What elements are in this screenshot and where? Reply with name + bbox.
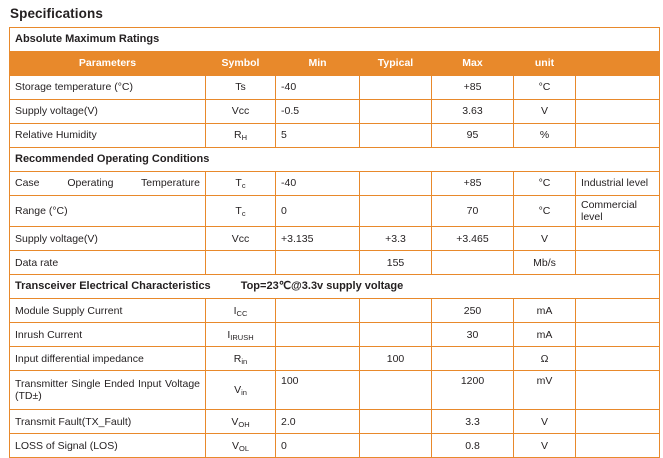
column-header-min: Min xyxy=(276,52,360,76)
cell-typical: 155 xyxy=(360,251,432,275)
cell-min: -40 xyxy=(276,172,360,196)
cell-min: +3.135 xyxy=(276,227,360,251)
section-title: Recommended Operating Conditions xyxy=(10,148,660,172)
cell-typical xyxy=(360,196,432,227)
table-row xyxy=(10,347,660,371)
cell-max: 0.8 xyxy=(432,434,514,458)
cell-min xyxy=(276,347,360,371)
cell-symbol: Vcc xyxy=(206,227,276,251)
cell-unit: V xyxy=(514,434,576,458)
cell-note xyxy=(576,100,660,124)
cell-note xyxy=(576,410,660,434)
cell-symbol: $V_{OH}$ xyxy=(206,410,276,434)
cell-note: Commercial level xyxy=(576,196,660,227)
section-note: Top=23℃@3.3v supply voltage xyxy=(240,280,404,293)
cell-unit: Ω xyxy=(514,347,576,371)
cell-symbol: $V_{OL}$ xyxy=(206,434,276,458)
cell-unit: V xyxy=(514,227,576,251)
cell-min: 0 xyxy=(276,196,360,227)
cell-min: 5 xyxy=(276,124,360,148)
cell-max: +85 xyxy=(432,172,514,196)
table-row xyxy=(10,76,660,100)
cell-parameter: Storage temperature (°C) xyxy=(10,76,206,100)
page-title: Specifications xyxy=(10,6,103,21)
table-row xyxy=(10,227,660,251)
cell-symbol: $I_{CC}$ xyxy=(206,299,276,323)
cell-max: 1200 xyxy=(432,371,514,410)
cell-parameter: Range (°C) xyxy=(10,196,206,227)
cell-symbol: $R_H$ xyxy=(206,124,276,148)
cell-unit: % xyxy=(514,124,576,148)
cell-parameter: Transmit Fault(TX_Fault) xyxy=(10,410,206,434)
cell-note: Industrial level xyxy=(576,172,660,196)
cell-typical xyxy=(360,124,432,148)
table-header-row xyxy=(10,52,660,76)
cell-min: 0 xyxy=(276,434,360,458)
cell-parameter: Data rate xyxy=(10,251,206,275)
cell-max xyxy=(432,347,514,371)
cell-min: -0.5 xyxy=(276,100,360,124)
cell-note xyxy=(576,434,660,458)
cell-typical xyxy=(360,172,432,196)
cell-note xyxy=(576,124,660,148)
section-header-absolute-maximum-ratings xyxy=(10,28,660,52)
table-row xyxy=(10,124,660,148)
cell-min xyxy=(276,299,360,323)
section-title: Transceiver Electrical Characteristics xyxy=(15,280,211,293)
section-header-transceiver-electrical-characteristics xyxy=(10,275,660,299)
cell-max: 70 xyxy=(432,196,514,227)
table-row xyxy=(10,251,660,275)
cell-typical xyxy=(360,76,432,100)
cell-note xyxy=(576,299,660,323)
cell-typical xyxy=(360,323,432,347)
cell-parameter: LOSS of Signal (LOS) xyxy=(10,434,206,458)
cell-parameter: Module Supply Current xyxy=(10,299,206,323)
cell-note xyxy=(576,227,660,251)
cell-typical xyxy=(360,371,432,410)
table-row xyxy=(10,371,660,410)
section-title: Absolute Maximum Ratings xyxy=(10,28,660,52)
cell-symbol: $T_c$ xyxy=(206,172,276,196)
cell-typical xyxy=(360,434,432,458)
cell-max: 30 xyxy=(432,323,514,347)
cell-typical: +3.3 xyxy=(360,227,432,251)
cell-parameter: Case Operating Temperature xyxy=(10,172,206,196)
cell-parameter: Transmitter Single Ended Input Voltage (TD±) xyxy=(10,371,206,410)
cell-symbol: $V_{in}$ xyxy=(206,371,276,410)
column-header-notes xyxy=(576,52,660,76)
cell-parameter: Supply voltage(V) xyxy=(10,227,206,251)
cell-max: +85 xyxy=(432,76,514,100)
table-row xyxy=(10,410,660,434)
column-header-symbol: Symbol xyxy=(206,52,276,76)
cell-parameter: Supply voltage(V) xyxy=(10,100,206,124)
cell-parameter: Input differential impedance xyxy=(10,347,206,371)
table-row xyxy=(10,196,660,227)
cell-symbol: Vcc xyxy=(206,100,276,124)
cell-note xyxy=(576,76,660,100)
specifications-table xyxy=(9,27,660,458)
cell-symbol: Ts xyxy=(206,76,276,100)
cell-parameter: Relative Humidity xyxy=(10,124,206,148)
cell-note xyxy=(576,323,660,347)
cell-typical xyxy=(360,410,432,434)
cell-max: 3.3 xyxy=(432,410,514,434)
cell-note xyxy=(576,347,660,371)
cell-symbol: $T_c$ xyxy=(206,196,276,227)
cell-unit: Mb/s xyxy=(514,251,576,275)
table-row xyxy=(10,323,660,347)
table-row xyxy=(10,100,660,124)
cell-unit: °C xyxy=(514,196,576,227)
cell-min: -40 xyxy=(276,76,360,100)
table-row xyxy=(10,172,660,196)
cell-max xyxy=(432,251,514,275)
cell-min: 100 xyxy=(276,371,360,410)
cell-parameter: Inrush Current xyxy=(10,323,206,347)
cell-max: 250 xyxy=(432,299,514,323)
cell-typical xyxy=(360,100,432,124)
cell-typical xyxy=(360,299,432,323)
cell-max: 95 xyxy=(432,124,514,148)
column-header-max: Max xyxy=(432,52,514,76)
cell-min xyxy=(276,251,360,275)
cell-note xyxy=(576,371,660,410)
cell-max: +3.465 xyxy=(432,227,514,251)
cell-max: 3.63 xyxy=(432,100,514,124)
cell-unit: V xyxy=(514,410,576,434)
table-row xyxy=(10,299,660,323)
cell-unit: mA xyxy=(514,323,576,347)
cell-symbol: $I_{IRUSH}$ xyxy=(206,323,276,347)
cell-min xyxy=(276,323,360,347)
column-header-parameters: Parameters xyxy=(10,52,206,76)
column-header-typical: Typical xyxy=(360,52,432,76)
cell-unit: V xyxy=(514,100,576,124)
cell-symbol: $R_{in}$ xyxy=(206,347,276,371)
cell-note xyxy=(576,251,660,275)
cell-unit: °C xyxy=(514,76,576,100)
cell-unit: mA xyxy=(514,299,576,323)
cell-min: 2.0 xyxy=(276,410,360,434)
column-header-unit: unit xyxy=(514,52,576,76)
section-header-recommended-operating-conditions xyxy=(10,148,660,172)
table-row xyxy=(10,434,660,458)
cell-symbol xyxy=(206,251,276,275)
specifications-page xyxy=(0,6,663,453)
cell-unit: mV xyxy=(514,371,576,410)
cell-unit: °C xyxy=(514,172,576,196)
cell-typical: 100 xyxy=(360,347,432,371)
